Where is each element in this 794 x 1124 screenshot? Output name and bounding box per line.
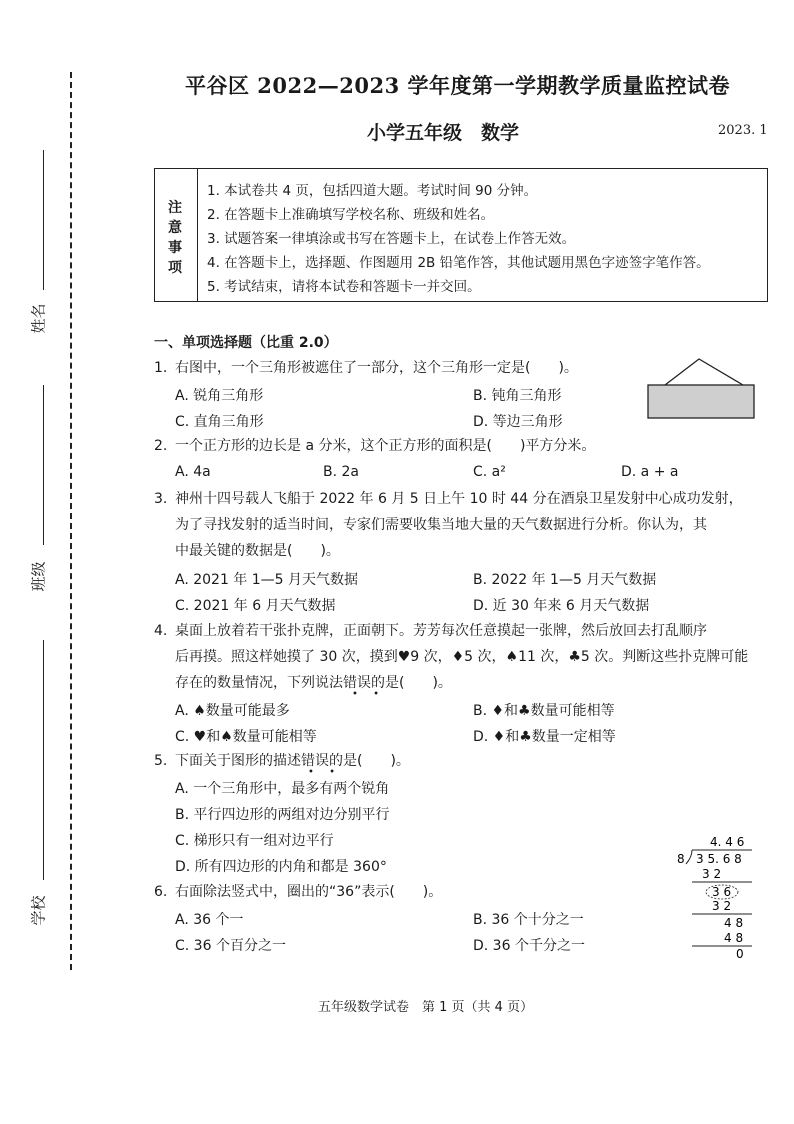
option: A. 一个三角形中，最多有两个锐角 xyxy=(175,781,390,797)
subject-subtitle: 小学五年级 数学 xyxy=(367,122,520,144)
school-label: 学校 xyxy=(29,895,48,926)
question-number: 3. xyxy=(154,491,168,507)
question-text: 桌面上放着若干张扑克牌，正面朝下。芳芳每次任意摸起一张牌，然后放回去打乱顺序 xyxy=(175,623,707,639)
division-dividend: 3 5. 6 8 xyxy=(696,852,742,866)
question-number: 5. xyxy=(154,753,168,769)
option: C. ♥和♠数量可能相等 xyxy=(175,729,317,745)
option: C. 2021 年 6 月天气数据 xyxy=(175,598,336,614)
name-label: 姓名 xyxy=(29,303,48,334)
class-line xyxy=(43,385,44,545)
option: B. 钝角三角形 xyxy=(473,388,562,404)
class-label: 班级 xyxy=(29,561,48,592)
name-line xyxy=(43,150,44,290)
section-heading: 一、单项选择题（比重 2.0） xyxy=(154,335,338,351)
division-row: 4 8 xyxy=(724,916,744,930)
long-division-figure xyxy=(670,833,770,963)
question-number: 6. xyxy=(154,884,168,900)
option: B. 36 个十分之一 xyxy=(473,912,584,928)
division-remainder: 0 xyxy=(736,947,744,961)
option: A. 2021 年 1—5 月天气数据 xyxy=(175,572,359,588)
option: C. 直角三角形 xyxy=(175,414,264,430)
option: D. 等边三角形 xyxy=(473,414,563,430)
binding-dashed-line xyxy=(70,72,72,970)
page-footer: 五年级数学试卷 第 1 页（共 4 页） xyxy=(318,1000,534,1015)
option: C. 36 个百分之一 xyxy=(175,938,286,954)
question-text: 为了寻找发射的适当时间，专家们需要收集当地大量的天气数据进行分析。你认为，其 xyxy=(175,517,707,533)
notice-box xyxy=(154,168,768,302)
division-divisor: 8 xyxy=(677,852,685,866)
option: B. 2022 年 1—5 月天气数据 xyxy=(473,572,657,588)
option: D. 近 30 年来 6 月天气数据 xyxy=(473,598,650,614)
notice-item: 2. 在答题卡上准确填写学校名称、班级和姓名。 xyxy=(207,207,495,223)
option: D. ♦和♣数量一定相等 xyxy=(473,729,616,745)
division-row-circled: 3 6 xyxy=(712,885,732,899)
option: B. 2a xyxy=(323,464,359,480)
notice-heading-char: 项 xyxy=(168,260,182,276)
option: D. a + a xyxy=(621,464,679,480)
question-text: 下面关于图形的描述错误的是( )。 xyxy=(175,753,410,769)
option: B. ♦和♣数量可能相等 xyxy=(473,703,615,719)
exam-date: 2023. 1 xyxy=(718,123,768,138)
notice-item: 3. 试题答案一律填涂或书写在答题卡上，在试卷上作答无效。 xyxy=(207,231,576,247)
option: A. 锐角三角形 xyxy=(175,388,264,404)
division-row: 4 8 xyxy=(724,931,744,945)
question-number: 2. xyxy=(154,438,168,454)
question-text: 一个正方形的边长是 a 分米，这个正方形的面积是( )平方分米。 xyxy=(175,438,596,454)
option: C. 梯形只有一组对边平行 xyxy=(175,833,334,849)
question-number: 1. xyxy=(154,360,168,376)
question-text: 存在的数量情况，下列说法错误的是( )。 xyxy=(175,675,452,691)
option: A. 4a xyxy=(175,464,211,480)
notice-heading-char: 意 xyxy=(168,220,182,236)
option: B. 平行四边形的两组对边分别平行 xyxy=(175,807,390,823)
question-text: 右面除法竖式中，圈出的“36”表示( )。 xyxy=(175,884,443,900)
hidden-triangle-figure xyxy=(645,355,760,421)
notice-heading-char: 注 xyxy=(168,200,182,216)
notice-item: 1. 本试卷共 4 页，包括四道大题。考试时间 90 分钟。 xyxy=(207,183,538,199)
notice-item: 5. 考试结束，请将本试卷和答题卡一并交回。 xyxy=(207,279,481,295)
option: C. a² xyxy=(473,464,506,480)
question-text: 后再摸。照这样她摸了 30 次，摸到♥9 次，♦5 次，♠11 次，♣5 次。判断这些扑克牌可能 xyxy=(175,649,749,665)
emphasis-dots: • • xyxy=(352,689,385,700)
question-text: 神州十四号载人飞船于 2022 年 6 月 5 日上午 10 时 44 分在酒泉卫星发射中心成功发射， xyxy=(175,491,743,507)
school-line xyxy=(43,640,44,880)
division-row: 3 2 xyxy=(702,867,722,881)
notice-heading-char: 事 xyxy=(168,240,182,256)
question-number: 4. xyxy=(154,623,168,639)
emphasis-dots: • • xyxy=(308,767,341,778)
question-text: 中最关键的数据是( )。 xyxy=(175,543,340,559)
option: D. 36 个千分之一 xyxy=(473,938,585,954)
notice-item: 4. 在答题卡上，选择题、作图题用 2B 铅笔作答，其他试题用黑色字迹签字笔作答。 xyxy=(207,255,710,271)
notice-heading xyxy=(155,169,198,301)
option: D. 所有四边形的内角和都是 360° xyxy=(175,859,387,875)
option: A. 36 个一 xyxy=(175,912,244,928)
option: A. ♠数量可能最多 xyxy=(175,703,290,719)
division-row: 3 2 xyxy=(712,899,732,913)
question-text: 右图中，一个三角形被遮住了一部分，这个三角形一定是( )。 xyxy=(175,360,578,376)
page-title: 平谷区 2022—2023 学年度第一学期教学质量监控试卷 xyxy=(185,73,731,98)
division-quotient: 4. 4 6 xyxy=(710,835,745,849)
